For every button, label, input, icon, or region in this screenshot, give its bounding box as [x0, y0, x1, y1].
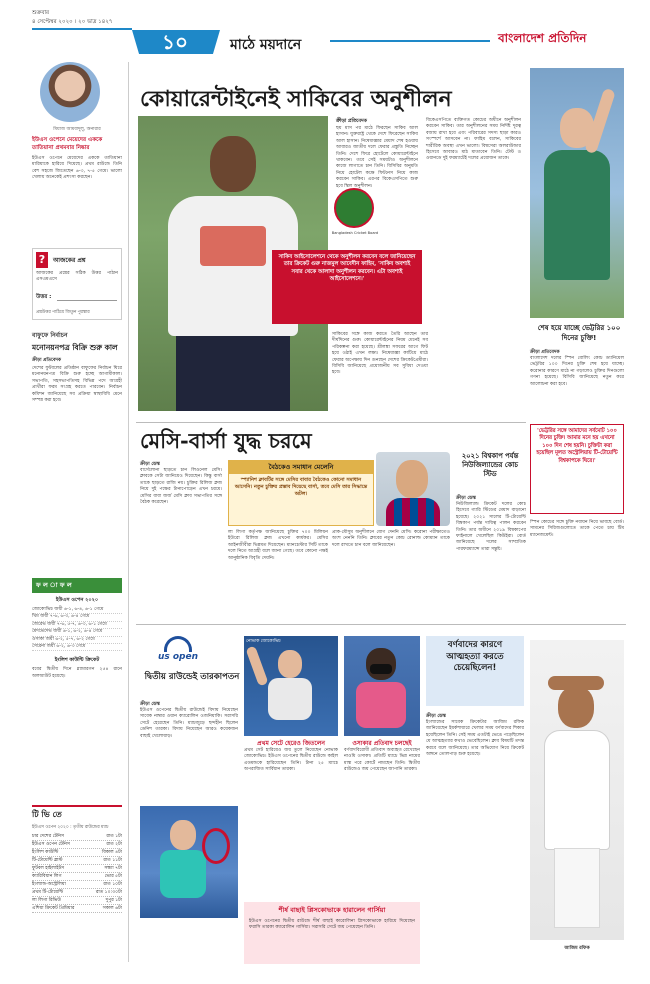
fixture-item: মেদভেদেভ জয়ী ৬-১, ৬-২, ৬-৪ গেমে	[32, 629, 122, 636]
vettori-body	[544, 150, 610, 280]
lead-body-right: বিকেএসপিতে ব্যক্তিগত কোচের অধীনে অনুশীলন করবেন সাকিব। তার অনুশীলনের সময় নির্দিষ্ট দূরত্ব বজায় রাখা হবে এবং পরিবারের সদস্য ছাড়া কারও সংস্পর্শে আসবেন না। ফাহিম বলেন, সাকিবের শারীরিক অবস্থা এখন ভালো। বিশ্বসেরা অলরাউন্ডার হিসেবে আবারও মাঠ মাতাবেন তিনি। টেস্ট ও ওয়ানডে দুই ফরম্যাটেই দলের প্রয়োজন তাকে।	[426, 118, 521, 162]
vettori-caption: শেষ হয়ে যাচ্ছে ভেট্টরির ১০০ দিনের চুক্তি!	[537, 324, 621, 342]
azeem-head	[558, 686, 594, 728]
tv-row-time: দুপুর ১টা	[105, 898, 122, 903]
tv-row-label: এশিয়া ক্রিকেট প্রিমিয়ার	[32, 906, 75, 911]
tv-row-label: ফুটবল হাইলাইটস	[32, 866, 65, 871]
azeem-legs	[554, 848, 600, 928]
tv-list	[32, 833, 122, 913]
vettori-byline: ক্রীড়া প্রতিবেদক	[530, 350, 560, 355]
osaka-body: বর্ণবাদবিরোধী প্রতিবাদ অব্যাহত রেখেছেন নাওমি ওসাকা। প্রতিটি ম্যাচে ভিন্ন নামের মাস্ক পরে কোর্টে নামছেন তিনি। দ্বিতীয় রাউন্ডেও জয় পেয়েছেন জাপানি তারকা।	[344, 748, 420, 773]
quiz-answer-line	[57, 300, 117, 301]
masthead-day: শুক্রবার	[32, 10, 50, 16]
side-story-headline: মনোনয়নপত্র বিক্রি শুরু কাল	[32, 343, 118, 352]
lead-body-left: ছয় মাস পর মাঠে ফিরছেন সাকিব আল হাসান। যুক্তরাষ্ট্র থেকে দেশে ফিরেছেন সাকিব আল হাসান। নিষেধাজ্ঞার মেয়াদ শেষ হওয়ায় আবারও জাতীয় দলে ফেরার প্রস্তুতি নিচ্ছেন তিনি। দেশে ফিরে হোটেলে কোয়ারেন্টাইনে থাকবেন। তবে সেই সময়টাও অনুশীলনে কাজে লাগাতে চান তিনি। বিসিবির অনুমতি নিয়ে হোটেল কক্ষে ফিটনেস নিয়ে কাজ করবেন সাকিব। এরপর বিকেএসপিতে শুরু হবে স্কিল অনুশীলন।	[336, 126, 418, 189]
osaka-top	[356, 682, 406, 728]
djokovic-caption: প্রথম সেটে হেরেও জিতলেন	[257, 740, 325, 747]
shakib-head	[210, 136, 256, 192]
osaka-caption: ওসাকার প্রতিবাদ চলছেই	[352, 740, 412, 747]
quiz-answer-label: উত্তর :	[36, 294, 52, 300]
shakib-pants	[176, 336, 290, 411]
fixture-item: জেরেভ জয়ী ৭-৬, ৫-৭, ৬-৩, ৬-১ গেমে	[32, 622, 122, 629]
columnist-body: ইউএস ওপেনে মেয়েদের এককে তাতিয়ানা মারিয়াকে হারিয়ে দিয়েছে। প্রথম রাউন্ডে তিনি বেশ সহজে জিতেছেন ৬-৩, ৭-৫ গেমে। ভালো খেলায় অনেকেই প্রশংসা করছেন।	[32, 156, 122, 181]
tv-row-time: রাত ২টা	[106, 842, 122, 847]
masthead-date: ৪ সেপ্টেম্বর ২০২০ । ২০ ভাদ্র ১৪২৭	[32, 19, 113, 25]
djokovic-arms	[245, 645, 268, 686]
tv-row-time: রাত ১০টা	[103, 882, 122, 887]
tv-row-label: ইংল্যান্ড-অস্ট্রেলিয়া	[32, 882, 66, 887]
tv-row	[32, 897, 122, 905]
tv-row-time: রাত ১০:৩০টা	[95, 890, 122, 895]
side-story-byline: ক্রীড়া প্রতিবেদক	[32, 358, 61, 363]
messi-box-text: স্প্যানিশ ক্লাবটির সঙ্গে মেসির বাবার বৈঠকেও কোনো সমাধান আসেনি। নতুন চুক্তির প্রস্তাব দিয়েছে বার্সা, তবে মেসি তার সিদ্ধান্তে অটল।	[234, 477, 368, 497]
side-story-body: দেশের ফুটবলের প্রতিষ্ঠান বাফুফের নির্বাচন ঘিরে মনোনয়নপত্র বিক্রি শুরু হচ্ছে আগামীকাল। সভাপতি, সহসভাপতিসহ বিভিন্ন পদে আগ্রহী প্রার্থীরা ফরম সংগ্রহ করতে পারবেন। নির্বাচন কমিশন জানিয়েছে সব প্রক্রিয়া স্বাস্থ্যবিধি মেনে সম্পন্ন করা হবে।	[32, 366, 122, 404]
azeem-whites	[544, 730, 610, 850]
columnist-block	[32, 62, 122, 232]
masthead	[0, 0, 650, 58]
bcb-badge	[334, 188, 374, 228]
tv-row	[32, 857, 122, 865]
tv-row-label: ইউএস ওপেন টেনিস	[32, 842, 70, 847]
djokovic-head	[278, 650, 302, 678]
messi-body: বার্সেলোনা ছাড়তে চান লিওনেল মেসি। ক্লাবকে সেটা জানিয়েও দিয়েছেন। কিন্তু বার্সা তাকে ছাড়তে রাজি নয়। চুক্তির রিলিজ ক্লজ নিয়ে দুই পক্ষের টানাপোড়েন এখন চরমে। মেসির বাবা জর্জ মেসি ক্লাব সভাপতির সঙ্গে বৈঠক করেছেন।	[140, 468, 222, 506]
stead-headline: ২০২১ বিশ্বকাপ পর্যন্ত নিউজিল্যান্ডের কোচ স্টিড	[461, 452, 519, 478]
vettori-body: বাংলাদেশ দলের স্পিন বোলিং কোচ ড্যানিয়েল ভেট্টরির ১০০ দিনের চুক্তি শেষ হয়ে যাচ্ছে। করোনার কারণে মাঠে না গড়ালেও চুক্তির দিনগুলো গণনা হয়েছে। বিসিবি জানিয়েছে নতুন করে আলোচনা করা হবে।	[530, 356, 624, 387]
tv-row	[32, 865, 122, 873]
djokovic-body: প্রথম সেট হারিয়েও জয় তুলে নিয়েছেন নোভাক জোকোভিচ। ইউএস ওপেনের দ্বিতীয় রাউন্ডে কাইল এডমন্ডকে হারিয়েছেন তিনি। টানা ২৫ ম্যাচে অপরাজিত সার্বিয়ান তারকা।	[244, 748, 338, 773]
fixtures-list	[32, 607, 122, 651]
djokovic-photo	[244, 636, 338, 736]
usopen-headline: দ্বিতীয় রাউন্ডেই তারকাপতন	[144, 672, 240, 682]
section-title: মাঠে ময়দানে	[230, 37, 302, 53]
garcia-caption-box	[244, 902, 420, 964]
tv-row-label: ইংলিশ কাউন্টি	[32, 850, 59, 855]
tv-row	[32, 905, 122, 913]
garcia-caption-body: ইউএস ওপেনের দ্বিতীয় রাউন্ডে শীর্ষ বাছাই কারোলিনা প্লিসকোভাকে হারিয়ে দিয়েছেন ফরাসি তারকা ক্যারোলিন গার্সিয়া। সরাসরি সেটে জয় পেয়েছেন তিনি।	[249, 919, 415, 931]
vettori-body3-spacer	[530, 570, 624, 618]
messi-headline: মেসি-বার্সা যুদ্ধ চরমে	[140, 428, 312, 453]
tv-row	[32, 889, 122, 897]
garcia-caption: শীর্ষ বাছাই প্লিসকোভাকে হারালেন গার্সিয়া	[278, 906, 386, 914]
tv-row-label: লা লিগা রিভিউ	[32, 898, 61, 903]
tv-row-label: টি-টোয়েন্টি ব্লাস্ট	[32, 858, 63, 863]
tv-row-time: ভোর ৫টা	[104, 874, 122, 879]
vettori-quote	[530, 424, 624, 514]
usopen-logo-text: us open	[157, 652, 199, 662]
azeem-hands	[548, 676, 604, 690]
messi-box	[228, 460, 374, 526]
garcia-racket	[202, 828, 230, 864]
bottom-top-rule	[136, 624, 626, 625]
messi-body3: প্রাক-মৌসুম অনুশীলনে যোগ দেননি মেসি। করোনা পরীক্ষাতেও অংশ নেননি তিনি। ক্লাবের নতুন কোচ রোনাল্ড কোম্যান তাকে দলে রাখতে চান বলে জানিয়েছেন।	[332, 530, 450, 548]
usopen-byline: ক্রীড়া ডেস্ক	[140, 702, 160, 707]
fixture-item: জোকোভিচ জয়ী ৬-১, ৬-৪, ৬-১ গেমে	[32, 607, 122, 614]
tv-row-time: রাত ১টা	[106, 834, 122, 839]
lead-callout	[272, 250, 422, 324]
messi-head	[396, 460, 428, 498]
lead-byline: ক্রীড়া প্রতিবেদক	[336, 119, 367, 124]
tv-row-label: প্রথম টি-টোয়েন্টি	[32, 890, 64, 895]
azeem-body: ইংল্যান্ডের সাবেক ক্রিকেটার আজিম রফিক জানিয়েছেন ইয়র্কশায়ারে খেলার সময় বর্ণবাদের শিকার হয়েছিলেন তিনি। সেই সময় এতটাই ভেঙে পড়েছিলেন যে আত্মহত্যার কথাও ভেবেছিলেন। ক্লাব বিষয়টি তদন্ত করবে বলে জানিয়েছে। তার অভিযোগ নিয়ে ক্রিকেট অঙ্গনে তোলপাড় শুরু হয়েছে।	[426, 720, 524, 758]
fixtures-league-heading: ইংলিশ কাউন্টি ক্রিকেট	[54, 657, 100, 664]
side-story	[32, 330, 122, 570]
columnist-name: মিয়াজ আমবাদুলু, অনারার	[53, 127, 101, 132]
azeem-photo-label: আজিম রফিক	[564, 946, 590, 951]
columnist-headline: ইউএস ওপেনে মেয়েদের এককে তাতিয়ানা প্রথমবার নিষ্কার	[32, 137, 103, 151]
garcia-photo	[140, 806, 238, 918]
bcb-badge-text: Bangladesh Cricket Board	[331, 231, 379, 235]
quiz-box	[32, 248, 122, 320]
quiz-question: আজকের প্রশ্নের সঠিক উত্তর পাঠান এসএমএসে	[36, 271, 118, 283]
shakib-shirt-print	[200, 226, 266, 266]
lead-body-mid: সাকিবের সঙ্গে কাজ করতে তৈরি আছেন তার দীর্ঘদিনের গুরু। কোয়ারেন্টাইনের নিয়ম মেনেই সব পরিকল্পনা করা হয়েছে। শ্রীলঙ্কা সফরের আগে ফিট হয়ে ওঠাই এখন লক্ষ্য। নিষেধাজ্ঞা কাটিয়ে মাঠে ফেরার অপেক্ষায় দিন গুনছেন দেশের ক্রিকেটপ্রেমীরা। বিসিবি জানিয়েছে প্রয়োজনীয় সব সুবিধা দেওয়া হবে।	[332, 332, 428, 376]
lead-callout-text: সাকিব আইসোলেশনে থেকে অনুশীলন করবেন বলে জানিয়েছেন তার ক্রিকেট গুরু নাজমুল আবেদীন ফাহিম, 'সাকিব অবশ্যই সবার থেকে আলাদা অনুশীলন করবেন। এটা অবশ্যই আইসোলেশনে।'	[278, 254, 416, 283]
usopen-logo	[150, 636, 206, 666]
brand-logo: বাংলাদেশ প্রতিদিন	[498, 31, 587, 45]
left-column-divider	[128, 62, 129, 962]
osaka-mask	[370, 664, 392, 674]
tv-row-label: চার দেশের টেনিস	[32, 834, 65, 839]
usopen-body: ইউএস ওপেনের দ্বিতীয় রাউন্ডেই বিদায় নিয়েছেন সাবেক নাম্বার ওয়ান ক্যারোলিন ওজনিয়াকি। সরাসরি সেটে হেরেছেন তিনি। ম্যাচজুড়ে ছন্দহীন ছিলেন ডেনিশ তারকা। বিদায় নিয়েছেন আরও কয়েকজন বাছাই খেলোয়াড়।	[140, 708, 238, 739]
tv-row	[32, 849, 122, 857]
messi-jersey	[386, 498, 440, 526]
djokovic-shirt	[268, 678, 312, 720]
fixtures-heading: ইউএস ওপেন ২০২০	[55, 597, 99, 603]
fixture-item: থিম জয়ী ৭-৬, ৬-৩, ৬-৪ গেমে	[32, 614, 122, 621]
fixtures-title: ফ ল া ফ ল	[32, 578, 122, 593]
lead-headline: কোয়ারেন্টাইনেই সাকিবের অনুশীলন	[140, 86, 452, 112]
stead-body: নিউজিল্যান্ড ক্রিকেট দলের কোচ হিসেবে গ্যারি স্টিডের মেয়াদ বাড়ানো হয়েছে। ২০২১ সালের টি-টোয়েন্টি বিশ্বকাপ পর্যন্ত দায়িত্ব পালন করবেন তিনি। তার অধীনে ২০১৯ বিশ্বকাপের ফাইনালে খেলেছিল কিউইরা। বোর্ড জানিয়েছে দলের সাম্প্রতিক পারফরম্যান্সে তারা সন্তুষ্ট।	[456, 502, 526, 552]
fixture-item: সেরেনা জয়ী ৬-২, ৬-৩ গেমে	[32, 644, 122, 651]
vettori-photo	[530, 68, 624, 318]
tv-row-time: সকাল ৬টা	[102, 906, 122, 911]
messi-byline: ক্রীড়া ডেস্ক	[140, 462, 160, 467]
tv-row-time: সন্ধ্যা ৭টা	[104, 866, 122, 871]
tv-subtitle: ইউএস ওপেন ২০২০ : তৃতীয় রাউন্ডের ম্যাচ	[32, 825, 109, 830]
tv-title: টি ভি তে	[32, 805, 122, 822]
djokovic-photo-label: নোভাক জোকোভিচ	[246, 639, 281, 644]
messi-photo	[376, 452, 450, 526]
quiz-note: প্রশ্নউত্তর পাঠিয়ে জিতুন পুরস্কার	[36, 310, 90, 315]
stead-byline: ক্রীড়া ডেস্ক	[456, 496, 476, 501]
fixture-item: ওসাকা জয়ী ৬-২, ৫-৭, ৬-২ গেমে	[32, 637, 122, 644]
azeem-photo	[530, 640, 624, 940]
fixtures-block	[32, 578, 122, 798]
tv-row	[32, 841, 122, 849]
azeem-headline: বর্ণবাদের কারণে আত্মহত্যা করতে চেয়েছিলেন!	[446, 640, 504, 673]
usopen-body-extra	[244, 812, 420, 898]
messi-top-rule	[136, 422, 526, 423]
fixtures-league-text: ববের দ্বিতীয় দিনে গ্ল্যামারগন ২৫৪ রানে অলআউট হয়েছে।	[32, 667, 122, 679]
vettori-body2: স্পিন কোচের সঙ্গে চুক্তি নবায়ন নিয়ে ভাবছে বোর্ড। সামনের সিরিজগুলোতে তাকে পেতে চায় টিম ম্যানেজমেন্ট।	[530, 520, 624, 538]
tv-row-time: বিকাল ৪টা	[101, 850, 122, 855]
masthead-right-rule	[330, 40, 490, 42]
osaka-photo	[344, 636, 420, 736]
quiz-title: আজকের প্রশ্ন	[53, 257, 86, 264]
messi-box-title: বৈঠকেও সমাধান মেলেনি	[229, 461, 373, 474]
garcia-top	[160, 850, 206, 898]
tv-row-label: ক্যারিবিয়ান লিগ	[32, 874, 62, 879]
columnist-photo	[40, 62, 100, 122]
tv-row	[32, 881, 122, 889]
masthead-left-rule	[32, 28, 132, 30]
tv-row	[32, 873, 122, 881]
azeem-headline-box	[426, 636, 524, 706]
vettori-quote-text: 'ভেট্টরির সঙ্গে আমাদের সর্বমোট ১০০ দিনের চুক্তি। আমার মনে হয় এখনো ১০০ দিন শেষ হয়নি। চুক্তিটা করা হয়েছিল মূলত অস্ট্রেলিয়ায় টি-টোয়েন্টি বিশ্বকাপকে ঘিরে।'	[536, 428, 618, 464]
tv-block	[32, 805, 122, 965]
usopen-logo-mark	[164, 636, 192, 652]
page-number: ১০	[162, 30, 188, 54]
messi-body2: লা লিগা কর্তৃপক্ষ জানিয়েছে চুক্তির ৭০০ মিলিয়ন ইউরো রিলিজ ক্লজ এখনো কার্যকর। মেসির আইনজীবীরা ভিন্নমত দিয়েছেন। ম্যানচেস্টার সিটি তাকে দলে নিতে আগ্রহী বলে জানা গেছে। তবে কোনো পক্ষই আনুষ্ঠানিক বিবৃতি দেয়নি।	[228, 530, 328, 561]
quiz-icon: ?	[36, 252, 48, 268]
tv-row-time: রাত ১১টা	[103, 858, 122, 863]
side-story-kicker: বাফুফে নির্বাচন	[32, 332, 68, 339]
tv-row	[32, 833, 122, 841]
azeem-byline: ক্রীড়া ডেস্ক	[426, 714, 446, 719]
garcia-head	[170, 820, 196, 850]
